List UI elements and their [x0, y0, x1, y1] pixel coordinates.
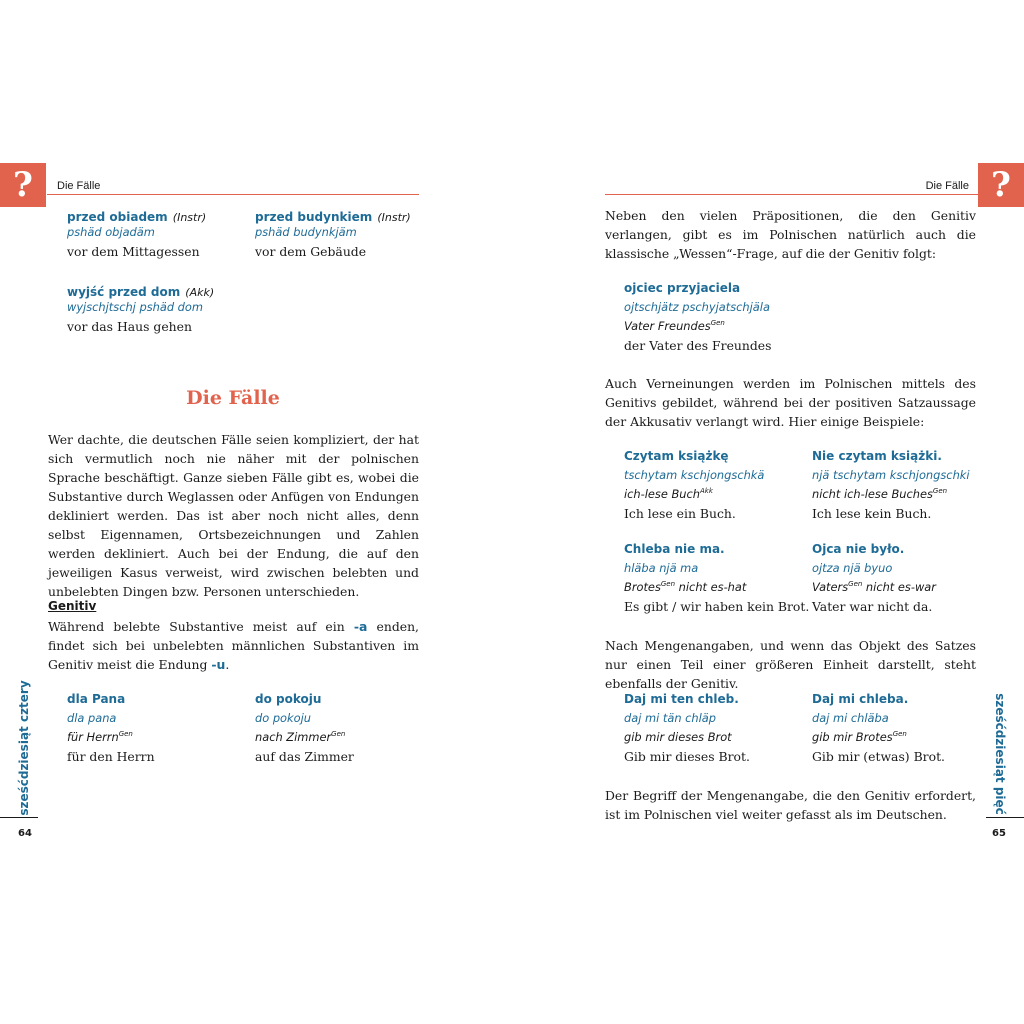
translation: Es gibt / wir haben kein Brot.: [624, 599, 810, 614]
literal-translation: ich-lese Buch$^{Akk}$: [624, 487, 713, 501]
translation: Gib mir dieses Brot.: [624, 749, 750, 764]
pronunciation: njä tschytam kschjongschki: [812, 468, 970, 482]
page-number-left: 64: [18, 828, 32, 839]
polish-phrase: dla Pana: [67, 692, 126, 706]
grammar-case: (Instr): [172, 211, 207, 224]
literal-translation: Vaters$^{Gen}$ nicht es-war: [812, 580, 936, 594]
polish-phrase: wyjść przed dom: [67, 285, 181, 299]
intro-paragraph: Wer dachte, die deutschen Fälle seien kompliziert, der hat sich vermutlich noch nie näher mit der polnischen Sprache beschäftigt. Ganze sieben Fälle gibt es, wobei die Substantive durch Weglassen oder Anfügen von Endungen dekliniert werden. Das ist aber noch nicht alles, denn selbst Eigennamen, Ortsbezeichnungen und Zahlen werden dekliniert. Auch bei der Endung, die auf den jeweiligen Kasus verweist, wird zwischen belebten und unbelebten Dingen bzw. Personen unterschieden.: [48, 432, 419, 599]
polish-phrase: do pokoju: [255, 692, 322, 706]
literal-translation: gib mir dieses Brot: [624, 730, 732, 744]
section-title: Die Fälle: [186, 387, 280, 409]
translation: Gib mir (etwas) Brot.: [812, 749, 945, 764]
translation: vor dem Gebäude: [255, 244, 367, 259]
grammar-case: (Instr): [377, 211, 411, 224]
translation: für den Herrn: [67, 749, 155, 764]
pronunciation: pshäd budynkjäm: [255, 225, 357, 239]
grammar-case: (Akk): [185, 286, 215, 299]
page-number-rule-left: [0, 817, 38, 818]
pronunciation: ojtschjätz pschyjatschjäla: [624, 300, 770, 314]
example-dla-pana: [67, 692, 155, 768]
literal-translation: Brotes$^{Gen}$ nicht es-hat: [624, 580, 747, 594]
pronunciation: wyjschjtschj pshäd dom: [67, 300, 203, 314]
running-header-left: Die Fälle: [57, 180, 101, 192]
literal-translation: für Herrn$^{Gen}$: [67, 730, 133, 744]
translation: vor das Haus gehen: [67, 319, 192, 334]
polish-phrase: Czytam książkę: [624, 449, 729, 463]
example-do-pokoju: [255, 692, 354, 768]
page-number-right: 65: [992, 828, 1006, 839]
translation: Vater war nicht da.: [812, 599, 933, 614]
polish-phrase: Chleba nie ma.: [624, 542, 725, 556]
example-nie-czytam-ksiazki: [812, 449, 970, 525]
pronunciation: hläba njä ma: [624, 561, 699, 575]
negation-paragraph: Auch Verneinungen werden im Polnischen mittels des Genitivs gebildet, während bei der positiven Satzaussage der Akkusativ verlangt wird. Hier einige Beispiele:: [605, 376, 976, 429]
header-rule-right: [605, 194, 978, 195]
polish-phrase: ojciec przyjaciela: [624, 281, 741, 295]
polish-phrase: Ojca nie było.: [812, 542, 905, 556]
polish-phrase: przed obiadem: [67, 210, 168, 224]
translation: Ich lese kein Buch.: [812, 506, 932, 521]
pronunciation: tschytam kschjongschkä: [624, 468, 765, 482]
example-czytam-ksiazke: [624, 449, 764, 525]
example-wyjsc-przed-dom: [67, 281, 214, 338]
pronunciation: pshäd objadäm: [67, 225, 155, 239]
polish-phrase: Nie czytam książki.: [812, 449, 942, 463]
example-chleba-nie-ma: [624, 542, 809, 618]
page-side-label-right: sześćdziesiąt pięć: [993, 693, 1007, 815]
example-przed-budynkiem: [255, 206, 411, 263]
translation: Ich lese ein Buch.: [624, 506, 736, 521]
running-header-right: Die Fälle: [925, 180, 969, 192]
page-side-label-left: sześćdziesiąt cztery: [17, 680, 31, 816]
example-przed-obiadem: [67, 206, 206, 263]
literal-translation: nach Zimmer$^{Gen}$: [255, 730, 346, 744]
question-mark-tab-left: ?: [0, 163, 46, 207]
literal-translation: gib mir Brotes$^{Gen}$: [812, 730, 907, 744]
pronunciation: do pokoju: [255, 711, 311, 725]
polish-phrase: przed budynkiem: [255, 210, 373, 224]
translation: vor dem Mittagessen: [67, 244, 200, 259]
question-mark-tab-right: ?: [978, 163, 1024, 207]
translation: auf das Zimmer: [255, 749, 354, 764]
genitiv-paragraph: Während belebte Substantive meist auf ein -a enden, findet sich bei unbelebten männlichen Substantiven im Genitiv meist die Endung -u.: [48, 619, 419, 672]
subheading-genitiv: Genitiv: [48, 599, 97, 613]
pronunciation: ojtza njä byuo: [812, 561, 893, 575]
wessen-paragraph: Neben den vielen Präpositionen, die den Genitiv verlangen, gibt es im Polnischen natürlich auch die klassische „Wessen“-Frage, auf die der Genitiv folgt:: [605, 208, 976, 261]
page-number-rule-right: [986, 817, 1024, 818]
polish-phrase: Daj mi chleba.: [812, 692, 909, 706]
example-daj-mi-ten-chleb: [624, 692, 750, 768]
example-daj-mi-chleba: [812, 692, 945, 768]
header-rule-left: [47, 194, 419, 195]
closing-paragraph: Der Begriff der Mengenangabe, die den Genitiv erfordert, ist im Polnischen viel weiter gefasst als im Deutschen.: [605, 788, 976, 822]
ending-u: -u: [211, 657, 226, 672]
example-ojciec-przyjaciela: [624, 281, 772, 357]
pronunciation: dla pana: [67, 711, 117, 725]
ending-a: -a: [353, 619, 368, 634]
example-ojca-nie-bylo: [812, 542, 936, 618]
pronunciation: daj mi chläba: [812, 711, 889, 725]
translation: der Vater des Freundes: [624, 338, 772, 353]
literal-translation: nicht ich-lese Buches$^{Gen}$: [812, 487, 948, 501]
quantity-paragraph: Nach Mengenangaben, und wenn das Objekt des Satzes nur einen Teil einer größeren Einheit darstellt, steht ebenfalls der Genitiv.: [605, 638, 976, 691]
pronunciation: daj mi tän chläp: [624, 711, 717, 725]
polish-phrase: Daj mi ten chleb.: [624, 692, 739, 706]
literal-translation: Vater Freundes$^{Gen}$: [624, 319, 725, 333]
